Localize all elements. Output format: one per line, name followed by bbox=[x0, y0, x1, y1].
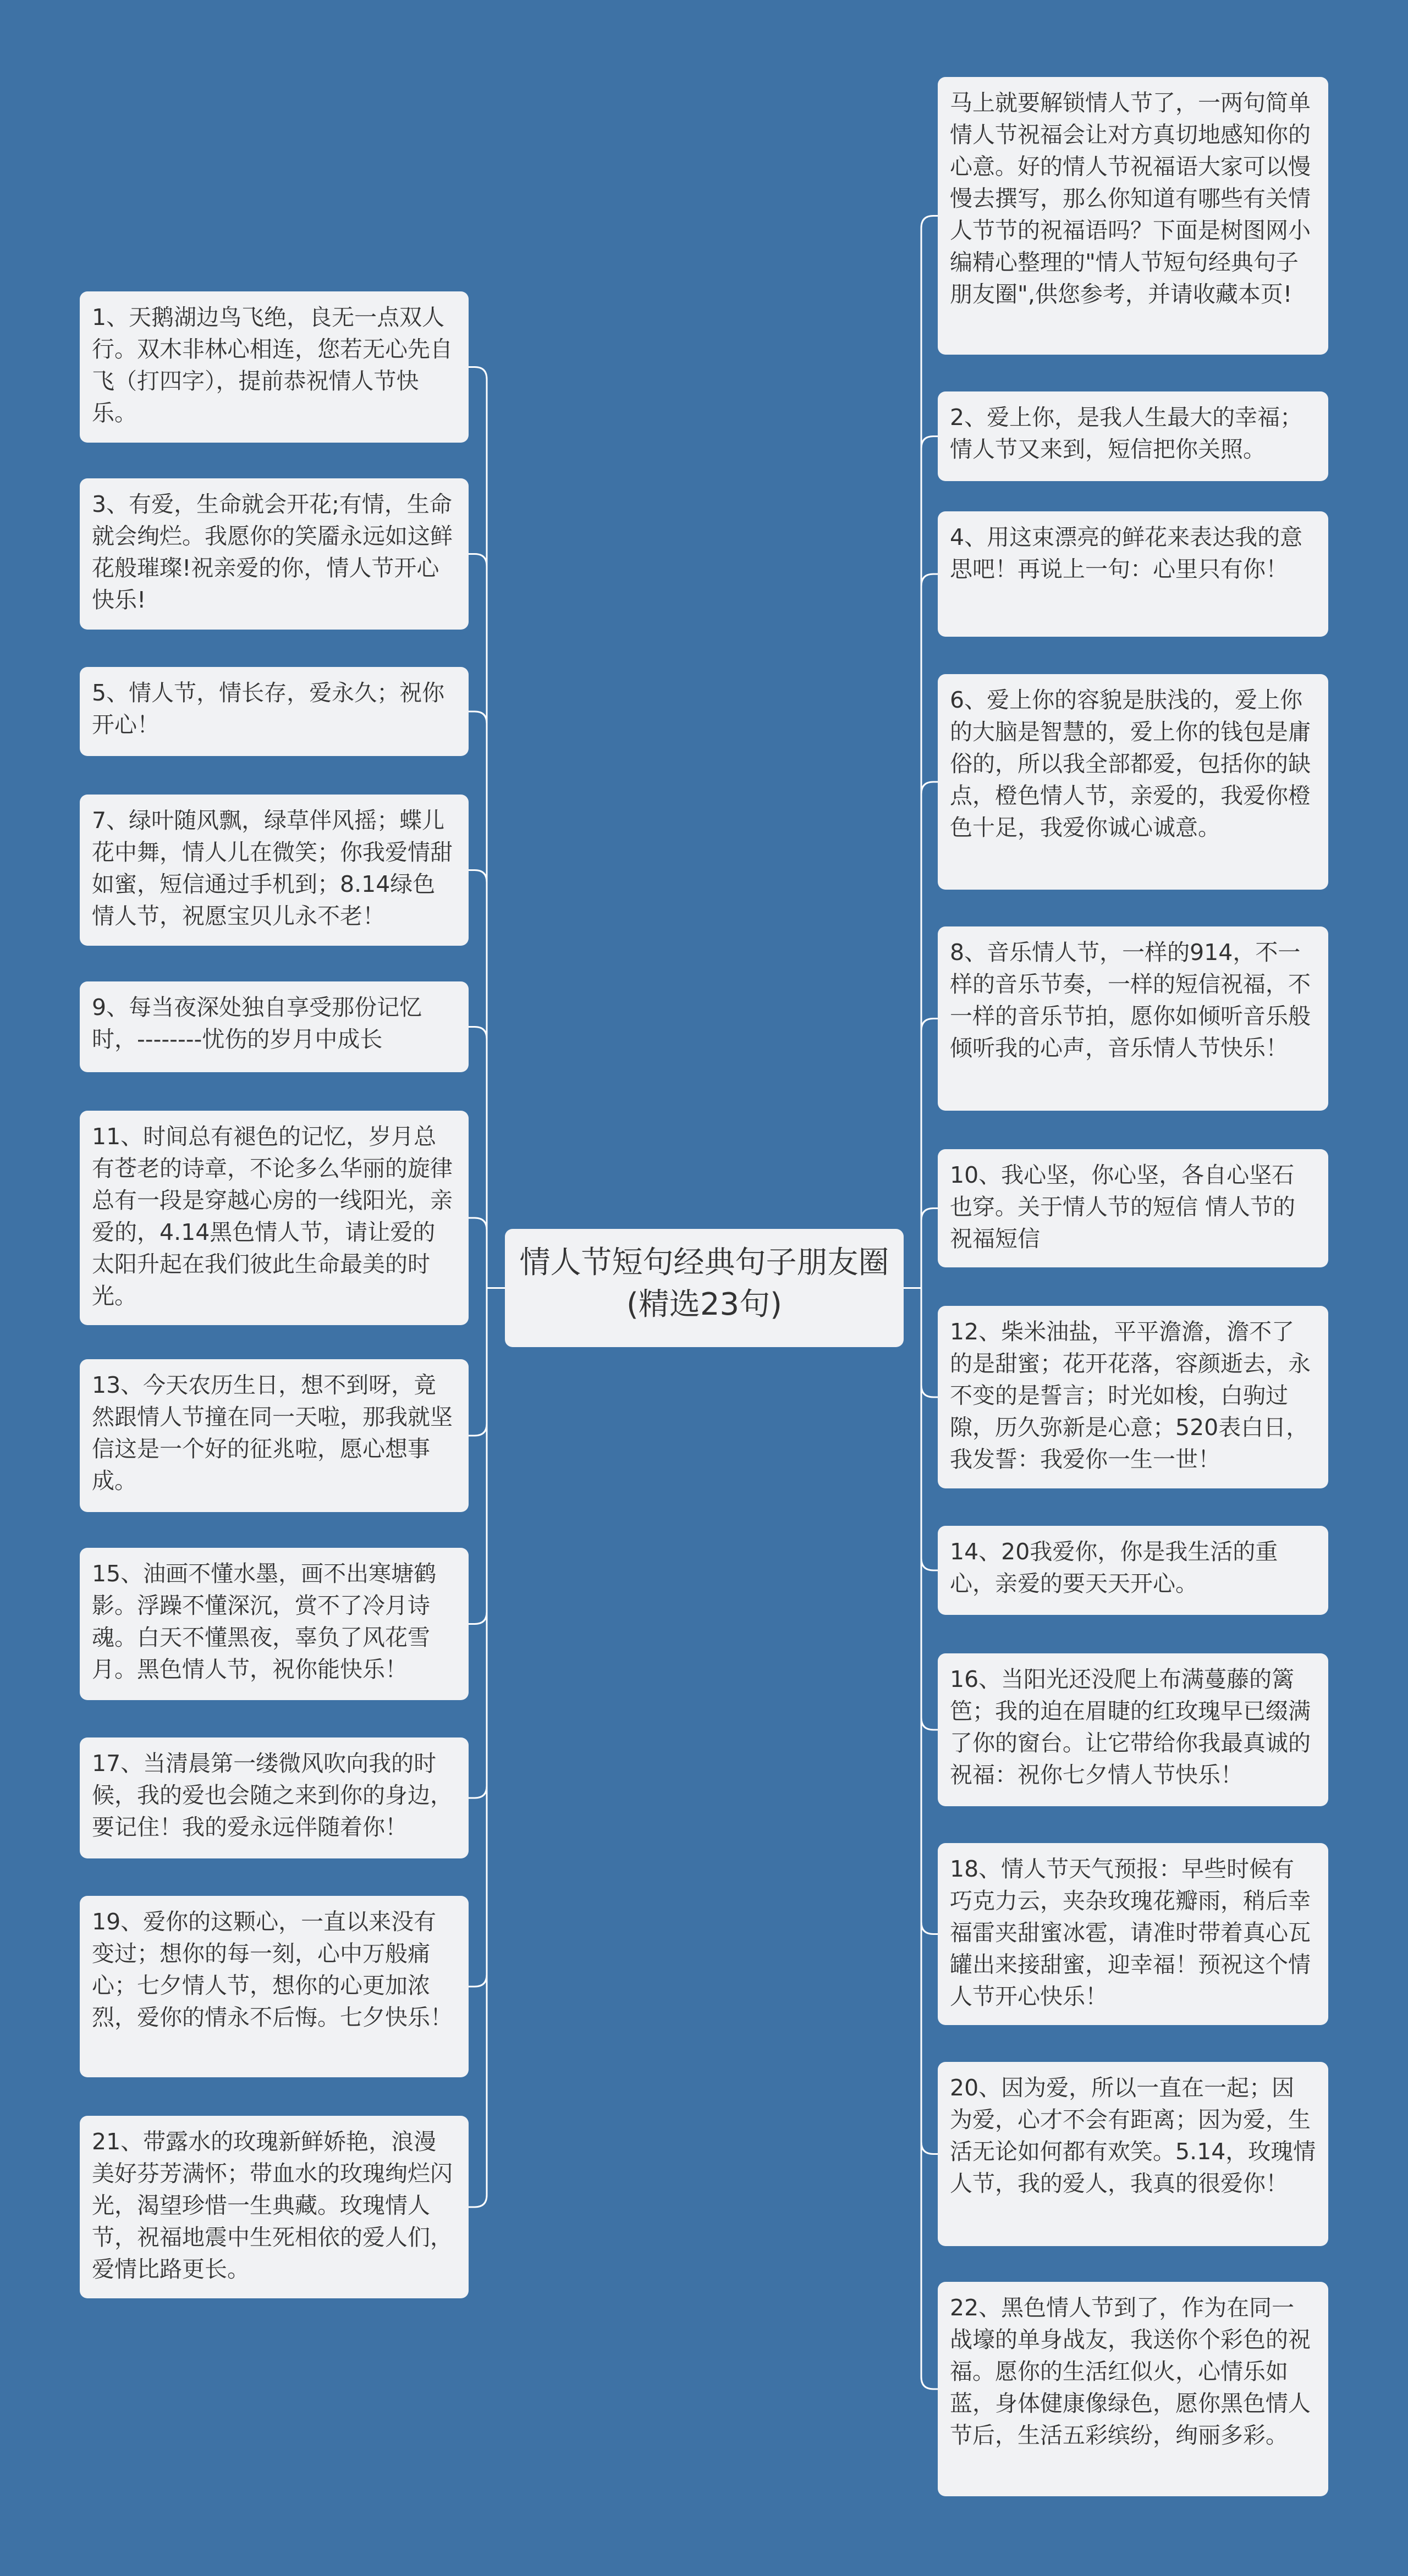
connector-left bbox=[469, 1288, 487, 1799]
connector-left bbox=[469, 367, 487, 1288]
connector-right bbox=[921, 1019, 938, 1288]
connector-right bbox=[921, 1288, 938, 1730]
connector-right bbox=[921, 1288, 938, 1398]
right-node[interactable]: 14、20我爱你，你是我生活的重心，亲爱的要天天开心。 bbox=[938, 1526, 1328, 1615]
left-node[interactable]: 11、时间总有褪色的记忆，岁月总有苍老的诗章，不论多么华丽的旋律总有一段是穿越心房的一线阳光，亲爱的，4.14黑色情人节，请让爱的太阳升起在我们彼此生命最美的时光。 bbox=[80, 1111, 469, 1325]
connector-left bbox=[469, 1288, 487, 1436]
connector-left bbox=[469, 1288, 487, 2208]
left-node[interactable]: 5、情人节，情长存，爱永久；祝你开心！ bbox=[80, 667, 469, 756]
connector-left bbox=[469, 1288, 487, 1987]
connector-right bbox=[921, 1209, 938, 1288]
connector-left bbox=[469, 711, 487, 1288]
connector-left bbox=[469, 1218, 487, 1288]
connector-right bbox=[921, 437, 938, 1288]
right-node[interactable]: 8、音乐情人节，一样的914，不一样的音乐节奏，一样的短信祝福，不一样的音乐节拍，愿你如倾听音乐般倾听我的心声，音乐情人节快乐！ bbox=[938, 926, 1328, 1111]
connector-left bbox=[469, 1288, 487, 1624]
right-node[interactable]: 马上就要解锁情人节了，一两句简单情人节祝福会让对方真切地感知你的心意。好的情人节祝福语大家可以慢慢去撰写，那么你知道有哪些有关情人节节的祝福语吗？下面是树图网小编精心整理的"情人节短句经典句子朋友圈",供您参考，并请收藏本页! bbox=[938, 77, 1328, 355]
left-node[interactable]: 7、绿叶随风飘，绿草伴风摇；蝶儿花中舞，情人儿在微笑；你我爱情甜如蜜，短信通过手机到；8.14绿色情人节，祝愿宝贝儿永不老！ bbox=[80, 795, 469, 946]
right-node[interactable]: 18、情人节天气预报：早些时候有巧克力云，夹杂玫瑰花瓣雨，稍后幸福雷夹甜蜜冰雹，请准时带着真心瓦罐出来接甜蜜，迎幸福！预祝这个情人节开心快乐！ bbox=[938, 1843, 1328, 2025]
right-node[interactable]: 6、爱上你的容貌是肤浅的，爱上你的大脑是智慧的，爱上你的钱包是庸俗的，所以我全部都爱，包括你的缺点，橙色情人节，亲爱的，我爱你橙色十足，我爱你诚心诚意。 bbox=[938, 674, 1328, 890]
left-node[interactable]: 19、爱你的这颗心，一直以来没有变过；想你的每一刻，心中万般痛心；七夕情人节，想你的心更加浓烈，爱你的情永不后悔。七夕快乐！ bbox=[80, 1896, 469, 2077]
connector-right bbox=[921, 216, 938, 1288]
left-node[interactable]: 9、每当夜深处独自享受那份记忆时，--------忧伤的岁月中成长 bbox=[80, 981, 469, 1072]
central-topic[interactable]: 情人节短句经典句子朋友圈(精选23句) bbox=[505, 1229, 904, 1347]
right-node[interactable]: 20、因为爱，所以一直在一起；因为爱，心才不会有距离；因为爱，生活无论如何都有欢笑。5.14，玫瑰情人节，我的爱人，我真的很爱你！ bbox=[938, 2062, 1328, 2246]
left-node[interactable]: 1、天鹅湖边鸟飞绝，良无一点双人行。双木非林心相连，您若无心先自飞（打四字），提前恭祝情人节快乐。 bbox=[80, 291, 469, 443]
left-node[interactable]: 15、油画不懂水墨，画不出寒塘鹤影。浮躁不懂深沉，赏不了冷月诗魂。白天不懂黑夜，辜负了风花雪月。黑色情人节，祝你能快乐！ bbox=[80, 1548, 469, 1700]
connector-right bbox=[921, 1288, 938, 2154]
right-node[interactable]: 10、我心坚，你心坚，各自心坚石也穿。关于情人节的短信 情人节的祝福短信 bbox=[938, 1149, 1328, 1267]
left-node[interactable]: 3、有爱，生命就会开花;有情，生命就会绚烂。我愿你的笑靥永远如这鲜花般璀璨!祝亲爱的你，情人节开心快乐! bbox=[80, 478, 469, 630]
connector-left bbox=[469, 554, 487, 1288]
left-node[interactable]: 13、今天农历生日，想不到呀，竟然跟情人节撞在同一天啦，那我就坚信这是一个好的征兆啦，愿心想事成。 bbox=[80, 1359, 469, 1512]
connector-right bbox=[921, 1288, 938, 2390]
connector-left bbox=[469, 1027, 487, 1288]
right-node[interactable]: 4、用这束漂亮的鲜花来表达我的意思吧！再说上一句：心里只有你！ bbox=[938, 511, 1328, 637]
right-node[interactable]: 2、爱上你，是我人生最大的幸福；情人节又来到，短信把你关照。 bbox=[938, 391, 1328, 481]
connector-right bbox=[921, 1288, 938, 1571]
connector-right bbox=[921, 1288, 938, 1934]
right-node[interactable]: 12、柴米油盐，平平澹澹，澹不了的是甜蜜；花开花落，容颜逝去，永不变的是誓言；时光如梭，白驹过隙，历久弥新是心意；520表白日，我发誓：我爱你一生一世！ bbox=[938, 1306, 1328, 1488]
left-node[interactable]: 21、带露水的玫瑰新鲜娇艳，浪漫美好芬芳满怀；带血水的玫瑰绚烂闪光，渴望珍惜一生典藏。玫瑰情人节，祝福地震中生死相依的爱人们，爱情比路更长。 bbox=[80, 2116, 469, 2298]
left-node[interactable]: 17、当清晨第一缕微风吹向我的时候，我的爱也会随之来到你的身边，要记住！我的爱永远伴随着你！ bbox=[80, 1737, 469, 1858]
right-node[interactable]: 22、黑色情人节到了，作为在同一战壕的单身战友，我送你个彩色的祝福。愿你的生活红似火，心情乐如蓝，身体健康像绿色，愿你黑色情人节后，生活五彩缤纷，绚丽多彩。 bbox=[938, 2282, 1328, 2496]
connector-right bbox=[921, 574, 938, 1288]
right-node[interactable]: 16、当阳光还没爬上布满蔓藤的篱笆；我的迫在眉睫的红玫瑰早已缀满了你的窗台。让它带给你我最真诚的祝福：祝你七夕情人节快乐！ bbox=[938, 1653, 1328, 1806]
connector-left bbox=[469, 870, 487, 1288]
